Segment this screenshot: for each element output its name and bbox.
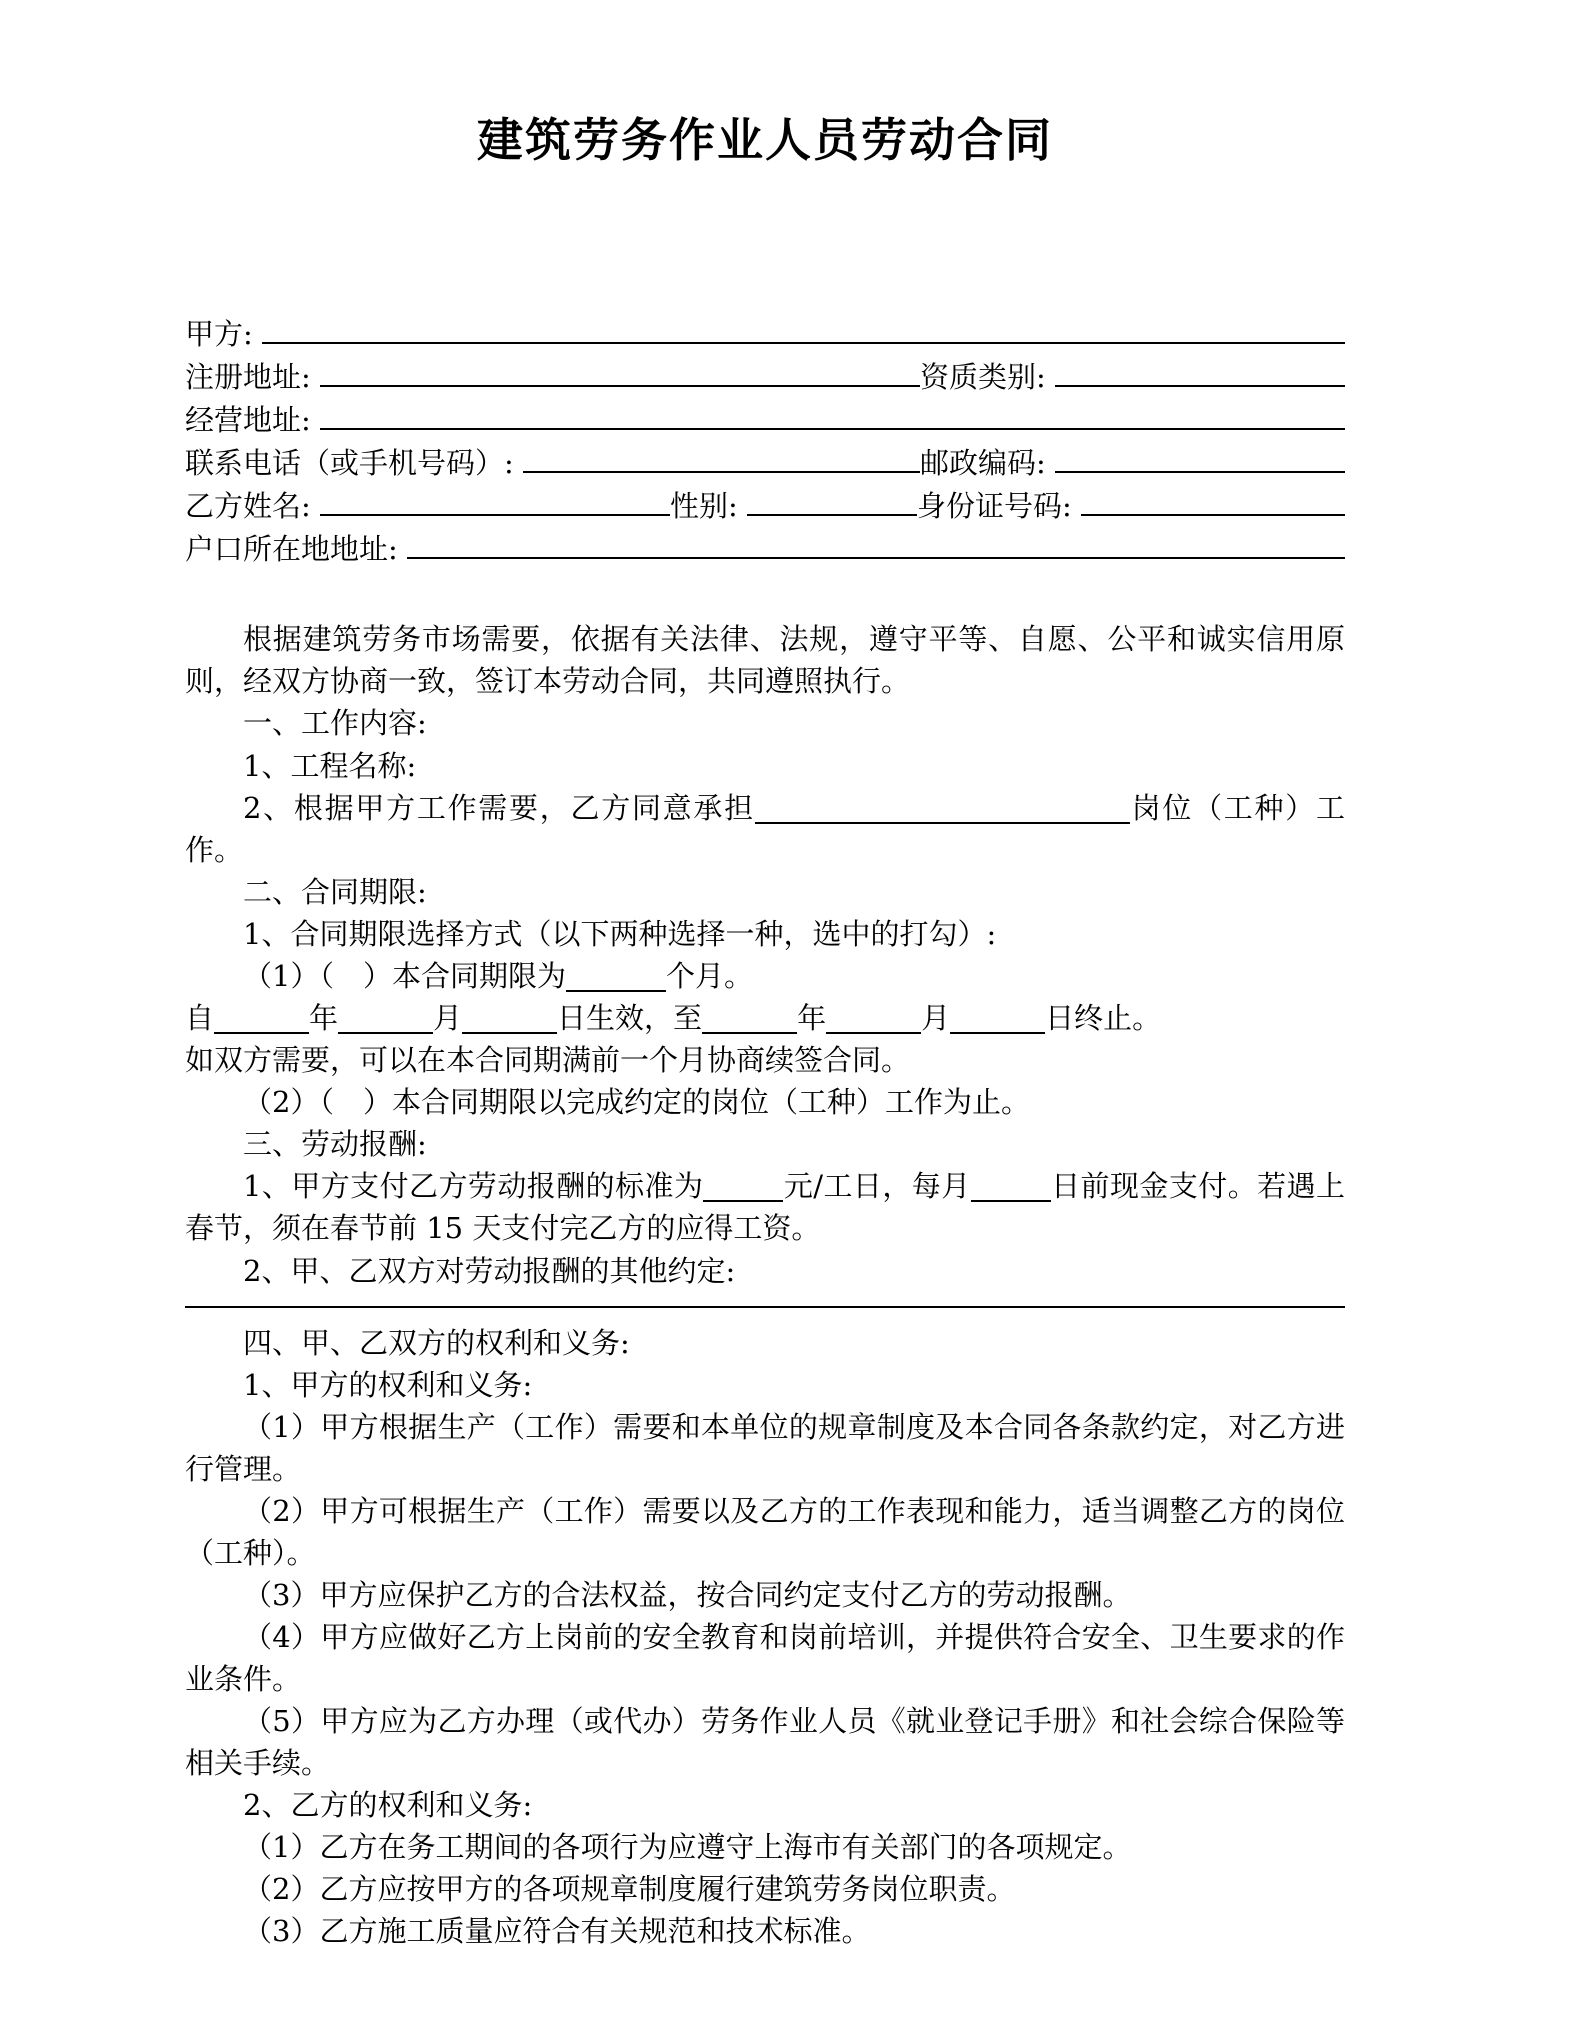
- blank-fill-line: [214, 1002, 309, 1034]
- paragraph: 自 年 月 日生效，至 年 月 日终止。: [185, 1001, 1162, 1035]
- field-label: 户口所在地地址:: [185, 532, 407, 566]
- blank-fill-line: [826, 1002, 921, 1034]
- paragraph: （2）甲方可根据生产（工作）需要以及乙方的工作表现和能力，适当调整乙方的岗位（工种）。: [185, 1494, 1345, 1570]
- section-divider: [185, 1306, 1345, 1308]
- paragraph: （1）甲方根据生产（工作）需要和本单位的规章制度及本合同各条款约定，对乙方进行管理。: [185, 1410, 1345, 1486]
- blank-fill-line: [338, 1002, 433, 1034]
- blank-fill-line: [462, 1002, 557, 1034]
- paragraph: （1）（ ）本合同期限为 个月。: [243, 959, 753, 993]
- paragraph: （4）甲方应做好乙方上岗前的安全教育和岗前培训，并提供符合安全、卫生要求的作业条件。: [185, 1620, 1345, 1696]
- paragraph: （5）甲方应为乙方办理（或代办）劳务作业人员《就业登记手册》和社会综合保险等相关手续。: [185, 1704, 1345, 1780]
- field-label: 资质类别:: [920, 360, 1055, 394]
- field-label: 邮政编码:: [920, 446, 1055, 480]
- field-label: 甲方:: [185, 317, 262, 351]
- blank-fill-line: [950, 1002, 1045, 1034]
- party-info-form: [185, 312, 1345, 570]
- paragraph: 三、劳动报酬:: [243, 1127, 427, 1161]
- contract-body: [185, 618, 1345, 1952]
- blank-fill-line: [262, 312, 1345, 344]
- field-label: 乙方姓名:: [185, 489, 320, 523]
- page-title: 建筑劳务作业人员劳动合同: [477, 113, 1053, 167]
- blank-fill-line: [703, 1170, 783, 1202]
- paragraph: （3）乙方施工质量应符合有关规范和技术标准。: [243, 1914, 871, 1948]
- paragraph-text: 2、甲、乙双方对劳动报酬的其他约定:: [243, 1254, 745, 1288]
- paragraph: （2）乙方应按甲方的各项规章制度履行建筑劳务岗位职责。: [243, 1872, 1016, 1906]
- field-label: 性别:: [670, 489, 747, 523]
- paragraph: （3）甲方应保护乙方的合法权益，按合同约定支付乙方的劳动报酬。: [243, 1578, 1132, 1612]
- paragraph: 1、甲方的权利和义务:: [243, 1368, 533, 1402]
- paragraph: 一、工作内容:: [243, 706, 427, 740]
- form-row: [185, 527, 1345, 570]
- paragraph: [185, 744, 1345, 787]
- blank-fill-line: [1081, 484, 1345, 516]
- blank-fill-line: [320, 398, 1345, 430]
- field-label: 注册地址:: [185, 360, 320, 394]
- paragraph: 四、甲、乙双方的权利和义务:: [243, 1326, 630, 1360]
- blank-fill-line: [523, 441, 920, 473]
- field-label: 经营地址:: [185, 403, 320, 437]
- field-label: 联系电话（或手机号码）:: [185, 446, 523, 480]
- blank-fill-line: [1055, 441, 1345, 473]
- paragraph: 2、根据甲方工作需要，乙方同意承担 岗位（工种）工作。: [185, 791, 1345, 867]
- paragraph: 二、合同期限:: [243, 875, 427, 909]
- blank-fill-line: [407, 527, 1345, 559]
- paragraph: 根据建筑劳务市场需要，依据有关法律、法规，遵守平等、自愿、公平和诚实信用原则，经双方协商一致，签订本劳动合同，共同遵照执行。: [185, 622, 1345, 698]
- blank-fill-line: [320, 355, 920, 387]
- form-row: [185, 355, 1345, 398]
- blank-fill-line: [1055, 355, 1345, 387]
- blank-fill-line: [755, 792, 1130, 824]
- form-row: [185, 398, 1345, 441]
- paragraph: 1、甲方支付乙方劳动报酬的标准为 元/工日，每月 日前现金支付。若遇上春节，须在春节前 15 天支付完乙方的应得工资。: [185, 1169, 1345, 1245]
- form-row: [185, 484, 1345, 527]
- paragraph-text: 1、工程名称:: [243, 749, 426, 783]
- field-label: 身份证号码:: [917, 489, 1081, 523]
- blank-fill-line: [566, 960, 666, 992]
- paragraph: 1、合同期限选择方式（以下两种选择一种，选中的打勾）:: [243, 917, 997, 951]
- paragraph: （2）（ ）本合同期限以完成约定的岗位（工种）工作为止。: [243, 1085, 1030, 1119]
- form-row: [185, 441, 1345, 484]
- paragraph: [185, 1249, 1345, 1292]
- blank-fill-line: [971, 1170, 1051, 1202]
- paragraph: 2、乙方的权利和义务:: [243, 1788, 533, 1822]
- blank-fill-line: [747, 484, 917, 516]
- blank-fill-line: [320, 484, 670, 516]
- form-row: [185, 312, 1345, 355]
- blank-fill-line: [702, 1002, 797, 1034]
- paragraph: 如双方需要，可以在本合同期满前一个月协商续签合同。: [185, 1043, 911, 1077]
- paragraph: （1）乙方在务工期间的各项行为应遵守上海市有关部门的各项规定。: [243, 1830, 1132, 1864]
